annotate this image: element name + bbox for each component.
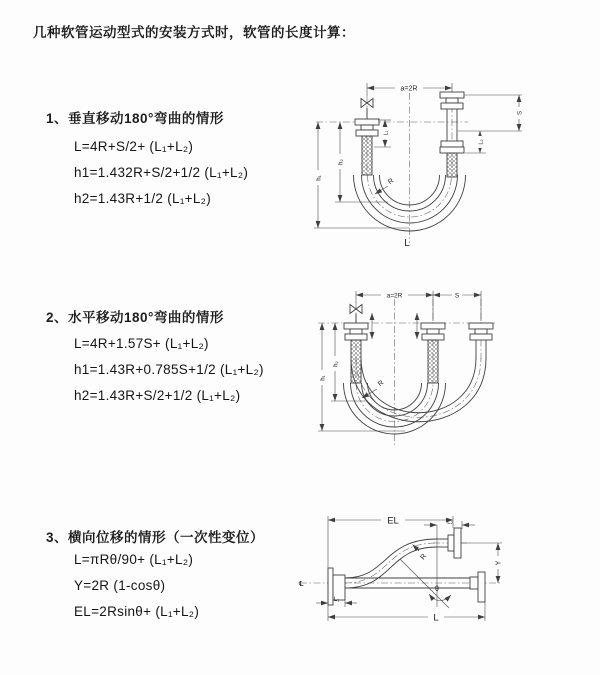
hose-displaced-position <box>345 539 437 588</box>
formula-line: Y=2R (1-cosθ) <box>74 578 166 593</box>
dim-label-h1: h₁ <box>316 175 323 181</box>
dim-label-s: S <box>454 292 460 300</box>
dim-label-l: L <box>433 612 439 624</box>
dim-label-h1: h₁ <box>320 375 327 381</box>
dim-label-h2: h₂ <box>338 159 345 165</box>
dim-label-a2r: a=2R <box>386 292 403 300</box>
braided-hose-section <box>447 153 457 177</box>
formula-line: h2=1.43R+S/2+1/2 (L₁+L₂) <box>74 388 241 403</box>
dim-label-y: Y <box>495 560 503 566</box>
dim-label-a2r: a=2R <box>400 85 418 93</box>
section-2-heading: 2、水平移动180°弯曲的情形 <box>46 310 224 325</box>
diagram-lateral-displacement <box>298 495 598 645</box>
dim-label-el: EL <box>387 515 399 527</box>
dim-label-l2: L₂ <box>478 139 485 145</box>
dim-label-l1: L₁ <box>383 130 390 136</box>
formula-line: EL=2Rsinθ+ (L₁+L₂) <box>74 604 200 619</box>
dim-label-l: L <box>404 238 410 249</box>
diagram-vertical-180-bend <box>308 75 593 255</box>
diagram-horizontal-180-bend <box>310 283 600 458</box>
dim-label-l1: L₁ <box>333 597 340 603</box>
dim-label-r: R <box>377 379 386 389</box>
braided-hose-section <box>362 136 372 175</box>
page-title: 几种软管运动型式的安装方式时，软管的长度计算： <box>33 25 355 40</box>
dim-label-h2: h₂ <box>333 361 340 367</box>
dim-label-r: R <box>387 177 396 187</box>
section-3-heading: 3、横向位移的情形（一次性变位） <box>46 530 265 545</box>
formula-line: L=4R+1.57S+ (L₁+L₂) <box>74 336 209 351</box>
section-1-heading: 1、垂直移动180°弯曲的情形 <box>46 111 224 126</box>
dim-label-s: S <box>517 110 524 116</box>
formula-line: h1=1.43R+0.785S+1/2 (L₁+L₂) <box>74 362 264 377</box>
centerline-symbol: ℄ <box>299 581 304 588</box>
upper-right-flange-fitting <box>437 528 461 558</box>
formula-line: h2=1.43R+1/2 (L₁+L₂) <box>74 191 212 206</box>
formula-line: L=4R+S/2+ (L₁+L₂) <box>74 139 194 154</box>
dim-label-r: R <box>419 552 429 562</box>
middle-flange-fitting <box>421 323 445 383</box>
dim-label-theta: θ <box>435 586 439 593</box>
formula-line: L=πRθ/90+ (L₁+L₂) <box>74 552 194 567</box>
left-flange-fitting <box>344 323 368 383</box>
formula-line: h1=1.432R+S/2+1/2 (L₁+L₂) <box>74 165 249 180</box>
hose-displaced-position <box>351 358 486 422</box>
lower-right-flange-fitting <box>470 572 485 602</box>
dim-label-l2: L₂ <box>447 519 453 526</box>
